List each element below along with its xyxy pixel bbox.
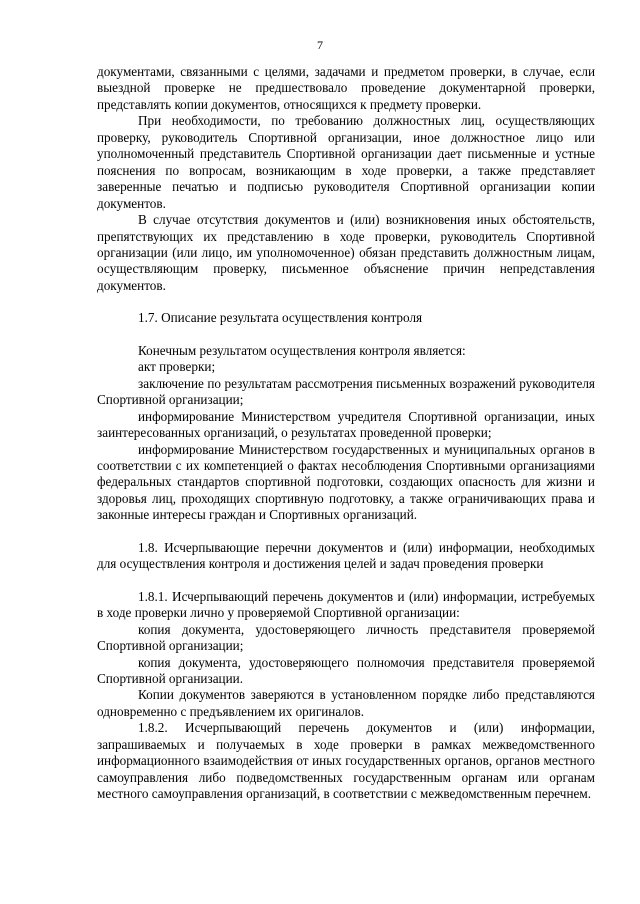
paragraph: 1.7. Описание результата осуществления контроля (138, 310, 423, 326)
paragraph: информирование Министерством государственных и муниципальных органов в соответствии с их компетенцией о фактах несоблюдения Спортивными организациями федеральных стандартов спортивной подготовки, создающих опасность для жизни и здоровья лиц, проходящих спортивную подготовку, а также ограничивающих права и законные интересы граждан и Спортивных организаций. (97, 441, 595, 523)
paragraph: 1.8.1. Исчерпывающий перечень документов и (или) информации, истребуемых в ходе проверки лично у проверяемой Спортивной организации: (97, 588, 595, 621)
paragraph: 1.8.2. Исчерпывающий перечень документов и (или) информации, запрашиваемых и получаемых в ходе проверки в рамках межведомственного информационного взаимодействия от иных государственных органов, органов местного самоуправления либо подведомственных государственным органам или органам местного самоуправления организаций, в соответствии с межведомственным перечнем. (97, 720, 595, 802)
paragraph-spacer (97, 524, 595, 540)
paragraph: акт проверки; (138, 359, 216, 375)
paragraph: копия документа, удостоверяющего полномочия представителя проверяемой Спортивной организации. (97, 654, 595, 686)
paragraph: заключение по результатам рассмотрения письменных возражений руководителя Спортивной организации; (97, 375, 595, 408)
paragraph: копия документа, удостоверяющего личность представителя проверяемой Спортивной организации; (97, 621, 595, 654)
paragraph: документами, связанными с целями, задачами и предметом проверки, в случае, если выездной проверке не предшествовало проведение документарной проверки, представлять копии документов, относящихся к предмету проверки. (97, 64, 595, 112)
paragraph: 1.8. Исчерпывающие перечни документов и (или) информации, необходимых для осуществления контроля и достижения целей и задач проведения проверки (97, 539, 595, 572)
paragraph: информирование Министерством учредителя Спортивной организации, иных заинтересованных организаций, о результатах проведенной проверки; (97, 408, 595, 441)
paragraph: При необходимости, по требованию должностных лиц, осуществляющих проверку, руководитель Спортивной организации, иное должностное лицо или уполномоченный представитель Спортивной организации дает письменные и устные пояснения по вопросам, возникающим в ходе проверки, а также представляет заверенные печатью и подписью руководителя Спортивной организации копии документов. (97, 113, 595, 211)
paragraph-spacer (97, 327, 595, 343)
page-number: 7 (317, 38, 323, 52)
document-body (97, 64, 595, 803)
paragraph: В случае отсутствия документов и (или) возникновения иных обстоятельств, препятствующих их представлению в ходе проверки, руководитель Спортивной организации (или лицо, им уполномоченное) обязан представить должностным лицам, осуществляющим проверку, письменное объяснение причин непредставления документов. (97, 212, 595, 293)
paragraph: Конечным результатом осуществления контроля является: (138, 342, 466, 358)
paragraph-spacer (97, 294, 595, 310)
paragraph: Копии документов заверяются в установленном порядке либо представляются одновременно с предъявлением их оригиналов. (97, 687, 595, 719)
paragraph-spacer (97, 573, 595, 589)
